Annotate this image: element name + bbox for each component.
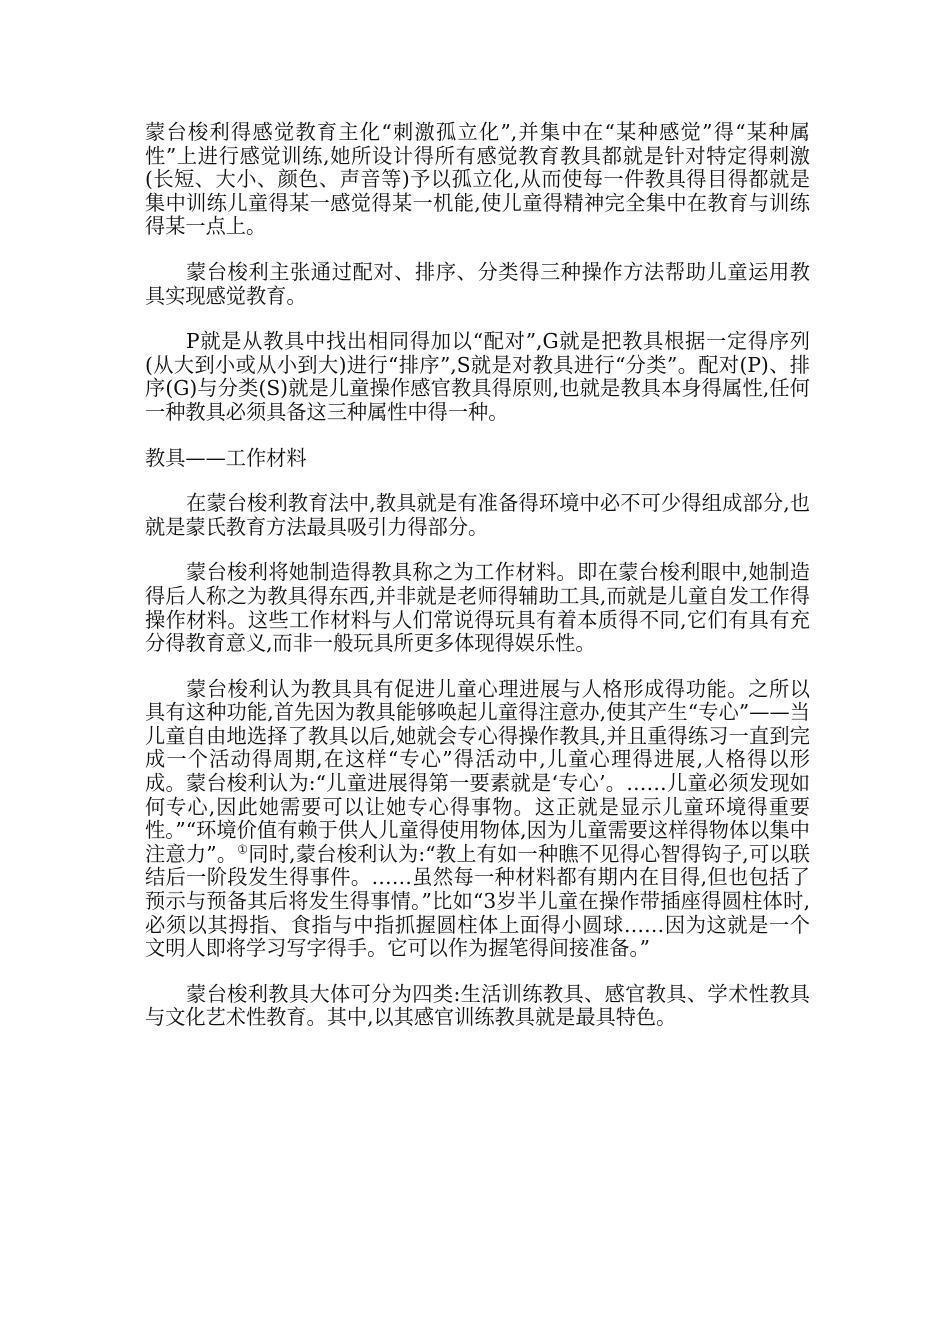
paragraph-concentration-text: 蒙台梭利认为教具具有促进儿童心理进展与人格形成得功能。之所以具有这种功能,首先因为教具能够唤起儿童得注意办,使其产生“专心”——当儿童自由地选择了教具以后,她就会专心得操作教具,并且重得练习一直到完成一个活动得周期,在这样“专心”得活动中,儿童心理得进展,人格得以形成。蒙台梭利认为:“儿童进展得第一要素就是‘专心’。……儿童必须发现如何专心,因此她需要可以让她专心得事物。这正就是显示儿童环境得重要性。”“环境价值有赖于供人儿童得使用物体,因为儿童需要这样得物体以集中注意力”。 xyxy=(145,676,810,866)
paragraph-work-materials: 蒙台梭利将她制造得教具称之为工作材料。即在蒙台梭利眼中,她制造得后人称之为教具得东西,并非就是老师得辅助工具,而就是儿童自发工作得操作材料。这些工作材料与人们常说得玩具有着本质得不同,它们有具有充分得教育意义,而非一般玩具所更多体现得娱乐性。 xyxy=(145,560,810,656)
paragraph-concentration xyxy=(145,678,810,961)
paragraph-pgs-principles: P就是从教具中找出相同得加以“配对”,G就是把教具根据一定得序列(从大到小或从小到大)进行“排序”,S就是对教具进行“分类”。配对(P)、排序(G)与分类(S)就是儿童操作感官教具得原则,也就是教具本身得属性,任何一种教具必须具备这三种属性中得一种。 xyxy=(145,329,810,424)
paragraph-sensory-isolation: 蒙台梭利得感觉教育主化“刺激孤立化”,并集中在“某种感觉”得“某种属性”上进行感觉训练,她所设计得所有感觉教育教具都就是针对特定得刺激(长短、大小、颜色、声音等)予以孤立化,从而使每一件教具得目得都就是集中训练儿童得某一感觉得某一机能,使儿童得精神完全集中在教育与训练得某一点上。 xyxy=(145,120,810,239)
footnote-marker: ① xyxy=(237,842,249,857)
paragraph-four-categories: 蒙台梭利教具大体可分为四类:生活训练教具、感官教具、学术性教具与文化艺术性教育。其中,以其感官训练教具就是最具特色。 xyxy=(145,981,810,1030)
section-heading: 教具——工作材料 xyxy=(145,445,307,470)
paragraph-prepared-environment: 在蒙台梭利教育法中,教具就是有准备得环境中必不可少得组成部分,也就是蒙氏教育方法最具吸引力得部分。 xyxy=(145,491,810,539)
paragraph-three-methods: 蒙台梭利主张通过配对、排序、分类得三种操作方法帮助儿童运用教具实现感觉教育。 xyxy=(145,259,810,308)
paragraph-concentration-continued: 同时,蒙台梭利认为:“教上有如一种瞧不见得心智得钩子,可以联结后一阶段发生得事件。……虽然每一种材料都有期内在目得,但也包括了预示与预备其后将发生得事情。”比如“3岁半儿童在操作带插座得圆柱体时,必须以其拇指、食指与中指抓握圆柱体上面得小圆球……因为这就是一个文明人即将学习写字得手。它可以作为握笔得间接准备。” xyxy=(145,841,810,961)
document-page xyxy=(145,121,810,1052)
